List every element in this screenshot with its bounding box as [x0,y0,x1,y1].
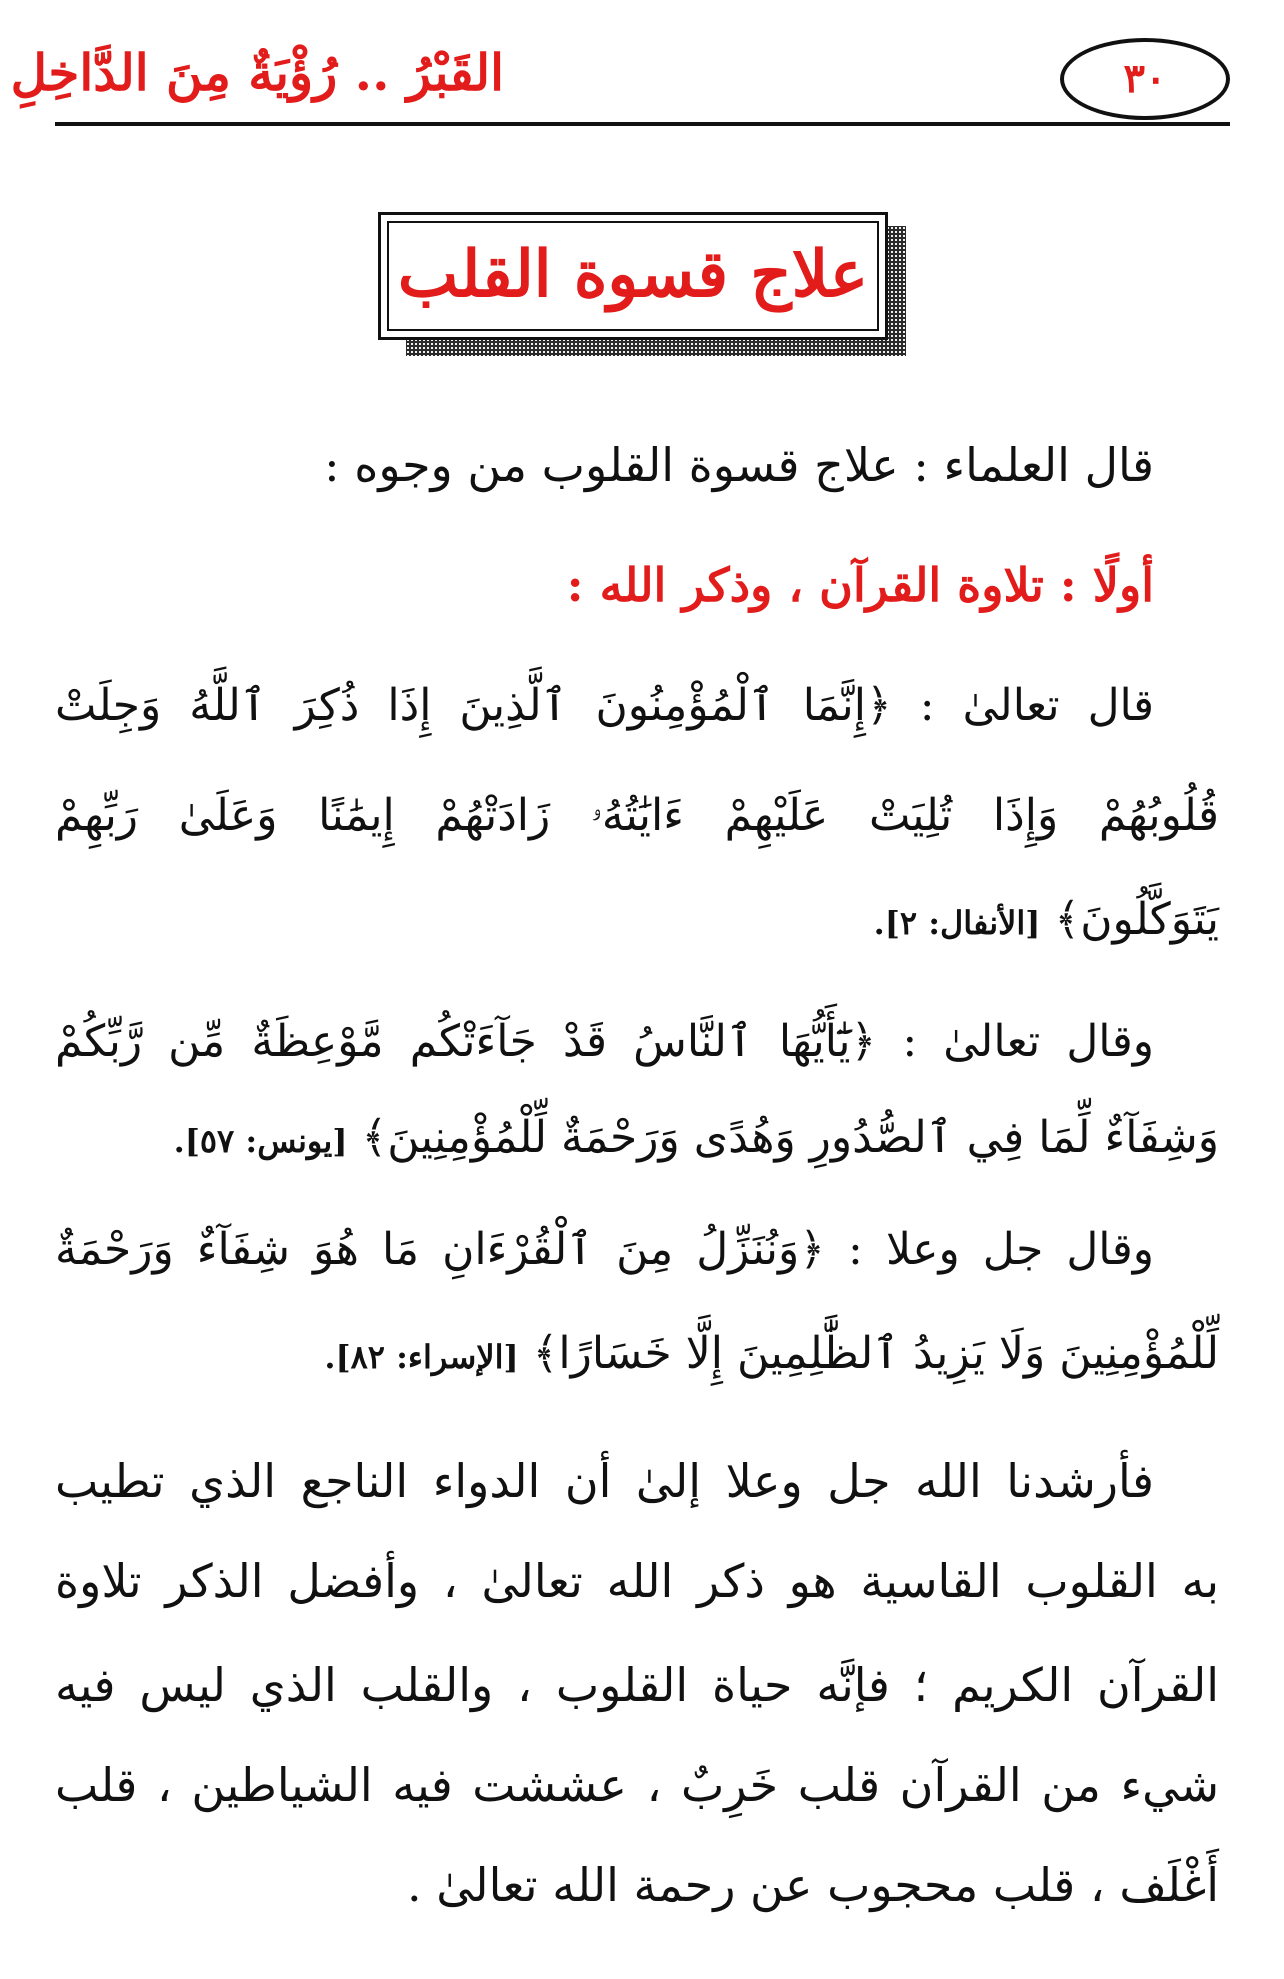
paragraph-line-1: فأرشدنا الله جل وعلا إلىٰ أن الدواء الناجع الذي تطيب [55,1454,1154,1508]
quran-quote-2-line-2 [55,1114,1219,1162]
quran-quote-1-line-1: قال تعالىٰ : ﴿إِنَّمَا ٱلْمُؤْمِنُونَ ٱلَّذِينَ إِذَا ذُكِرَ ٱللَّهُ وَجِلَتْ [55,680,1154,731]
quran-reference-2: [يونس: ٥٧]. [173,1122,348,1160]
intro-line: قال العلماء : علاج قسوة القلوب من وجوه : [324,438,1154,492]
section-title-box [378,212,888,340]
section-title: علاج قسوة القلب [397,237,869,312]
paragraph-line-5: أَغْلَف ، قلب محجوب عن رحمة الله تعالىٰ . [406,1858,1219,1912]
quran-quote-3-end: لِّلْمُؤْمِنِينَ وَلَا يَزِيدُ ٱلظَّٰلِمِينَ إِلَّا خَسَارًا﴾ [532,1328,1219,1379]
quran-quote-3-line-1: وقال جل وعلا : ﴿وَنُنَزِّلُ مِنَ ٱلْقُرْءَانِ مَا هُوَ شِفَآءٌ وَرَحْمَةٌ [55,1224,1154,1275]
paragraph-line-4: شيء من القرآن قلب خَرِبٌ ، عششت فيه الشياطين ، قلب [55,1758,1219,1812]
quran-quote-2-line-1: وقال تعالىٰ : ﴿يَٰٓأَيُّهَا ٱلنَّاسُ قَدْ جَآءَتْكُم مَّوْعِظَةٌ مِّن رَّبِّكُمْ [55,1016,1154,1067]
paragraph-line-2: به القلوب القاسية هو ذكر الله تعالىٰ ، وأفضل الذكر تلاوة [55,1554,1219,1608]
header-rule [55,122,1230,126]
quran-quote-2-end: وَشِفَآءٌ لِّمَا فِي ٱلصُّدُورِ وَهُدًى وَرَحْمَةٌ لِّلْمُؤْمِنِينَ﴾ [361,1112,1219,1163]
quran-quote-1-end: يَتَوَكَّلُونَ﴾ [1054,894,1219,945]
paragraph-line-3: القرآن الكريم ؛ فإنَّه حياة القلوب ، والقلب الذي ليس فيه [55,1658,1219,1712]
page-number: ٣٠ [1123,55,1167,102]
quran-quote-1-line-3 [55,896,1219,944]
quran-quote-1-line-2: قُلُوبُهُمْ وَإِذَا تُلِيَتْ عَلَيْهِمْ ءَايَٰتُهُۥ زَادَتْهُمْ إِيمَٰنًا وَعَلَىٰ رَبِّهِمْ [55,790,1219,841]
running-header-title: القَبْرُ .. رُؤْيَةٌ مِنَ الدَّاخِلِ [10,43,504,102]
quran-reference-3: [الإسراء: ٨٢]. [324,1338,519,1376]
quran-reference-1: [الأنفال: ٢]. [873,904,1041,942]
page-number-oval [1060,38,1230,120]
point-heading: أولًا : تلاوة القرآن ، وذكر الله : [566,558,1154,612]
quran-quote-3-line-2 [55,1330,1219,1378]
